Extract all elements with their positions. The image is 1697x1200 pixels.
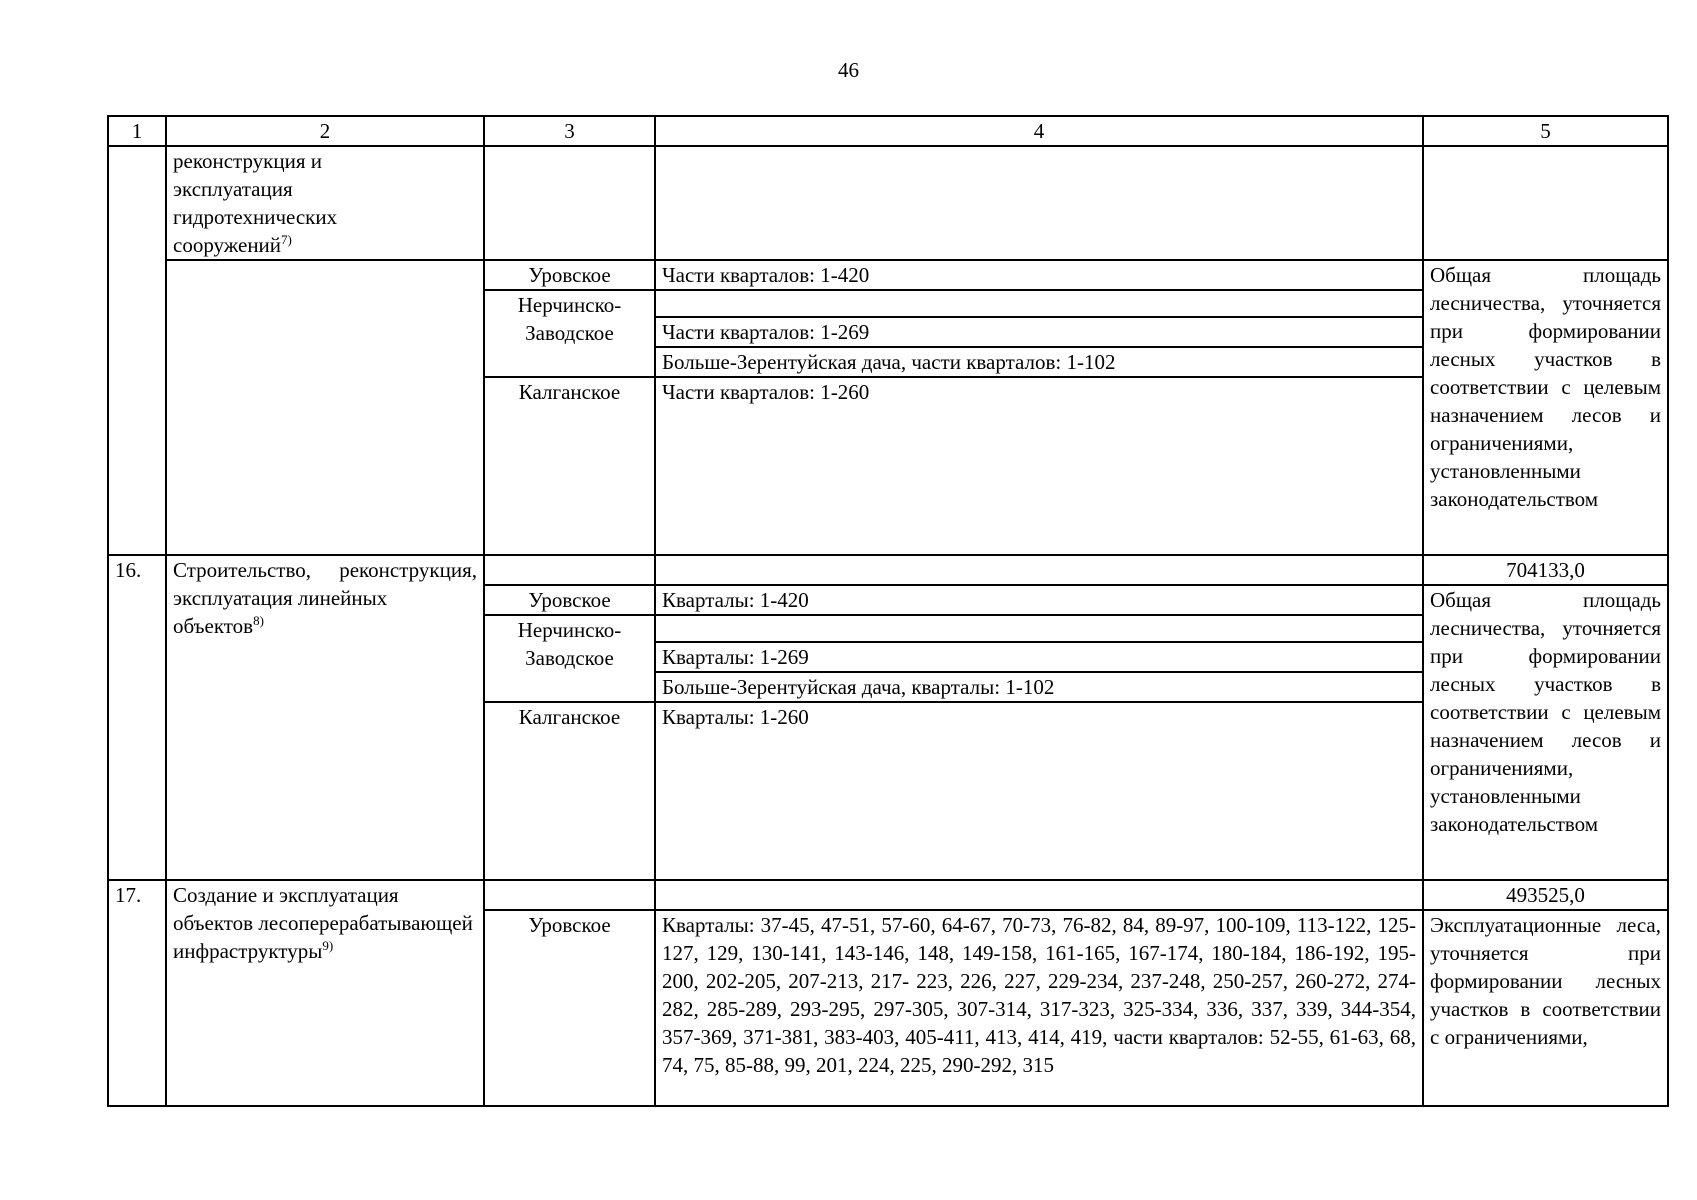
- forestry-cell: Уровское: [484, 260, 655, 290]
- footnote-ref: 9): [322, 938, 334, 953]
- table-row: [108, 260, 1668, 290]
- header-col-5: 5: [1423, 116, 1668, 146]
- header-col-4: 4: [655, 116, 1423, 146]
- empty-cell: [655, 555, 1423, 585]
- table-row: [108, 146, 1668, 260]
- table-row: [108, 555, 1668, 585]
- total-area-cell: 704133,0: [1423, 555, 1668, 585]
- empty-cell: [655, 146, 1423, 260]
- area-cell: Части кварталов: 1-269: [655, 317, 1423, 347]
- purpose-cell: [166, 555, 484, 880]
- forestry-cell: Нерчинско-Заводское: [484, 615, 655, 702]
- purpose-line: реконструкция и: [173, 149, 322, 173]
- empty-cell: [655, 880, 1423, 910]
- page-number: 46: [838, 58, 859, 82]
- row-number-cell: 17.: [108, 880, 166, 1106]
- row-number-cell: 16.: [108, 555, 166, 880]
- note-cell: Эксплуатационные леса, уточняется при формировании лесных участков в соответствии с ограничениями,: [1423, 910, 1668, 1106]
- header-col-3: 3: [484, 116, 655, 146]
- area-cell: [655, 615, 1423, 642]
- area-cell: Части кварталов: 1-260: [655, 377, 1423, 555]
- table-header-row: [108, 116, 1668, 146]
- purpose-text-last: объектов: [173, 614, 254, 638]
- forestry-cell: Уровское: [484, 910, 655, 1106]
- area-cell: Кварталы: 37-45, 47-51, 57-60, 64-67, 70-73, 76-82, 84, 89-97, 100-109, 113-122, 125-127, 129, 130-141, 143-146, 148, 149-158, 161-165, 167-174, 180-184, 186-192, 195-200, 202-205, 207-213, 217- 223, 226, 227, 229-234, 237-248, 250-257, 260-272, 274-282, 285-289, 293-295, 297-305, 307-314, 317-323, 325-334, 336, 337, 339, 344-354, 357-369, 371-381, 383-403, 405-411, 413, 414, 419, части кварталов: 52-55, 61-63, 68, 74, 75, 85-88, 99, 201, 224, 225, 290-292, 315: [655, 910, 1423, 1106]
- header-col-1: 1: [108, 116, 166, 146]
- purpose-line: сооружений: [173, 233, 282, 257]
- purpose-text: Создание и эксплуатация объектов лесоперерабатывающей: [173, 883, 473, 935]
- empty-cell: [1423, 146, 1668, 260]
- empty-cell: [484, 880, 655, 910]
- area-cell: Больше-Зерентуйская дача, кварталы: 1-102: [655, 672, 1423, 702]
- footnote-ref: 7): [281, 232, 292, 247]
- purpose-line: эксплуатация: [173, 177, 293, 201]
- row-number-cell: [108, 146, 166, 555]
- header-col-2: 2: [166, 116, 484, 146]
- area-cell: Кварталы: 1-269: [655, 642, 1423, 672]
- area-cell: Больше-Зерентуйская дача, части кварталов: 1-102: [655, 347, 1423, 377]
- forestry-cell: Нерчинско-Заводское: [484, 290, 655, 377]
- forestry-cell: Калганское: [484, 702, 655, 880]
- area-cell: Кварталы: 1-260: [655, 702, 1423, 880]
- forestry-cell: Уровское: [484, 585, 655, 615]
- empty-cell: [484, 146, 655, 260]
- area-cell: [655, 290, 1423, 317]
- purpose-cell: [166, 146, 484, 260]
- purpose-cell: [166, 880, 484, 1106]
- note-cell: Общая площадь лесничества, уточняется при формировании лесных участков в соответствии с целевым назначением лесов и ограничениями, установленными законодательством: [1423, 260, 1668, 555]
- total-area-cell: 493525,0: [1423, 880, 1668, 910]
- empty-cell: [484, 555, 655, 585]
- note-cell: Общая площадь лесничества, уточняется при формировании лесных участков в соответствии с целевым назначением лесов и ограничениями, установленными законодательством: [1423, 585, 1668, 880]
- forestry-cell: Калганское: [484, 377, 655, 555]
- area-cell: Части кварталов: 1-420: [655, 260, 1423, 290]
- forest-use-table: [107, 115, 1669, 1107]
- purpose-text: Строительство, реконструкция, эксплуатация линейных: [173, 558, 477, 610]
- footnote-ref: 8): [253, 613, 264, 628]
- purpose-line: гидротехнических: [173, 205, 338, 229]
- area-cell: Кварталы: 1-420: [655, 585, 1423, 615]
- purpose-cell: [166, 260, 484, 555]
- purpose-text-last: инфраструктуры: [173, 939, 323, 963]
- table-row: [108, 880, 1668, 910]
